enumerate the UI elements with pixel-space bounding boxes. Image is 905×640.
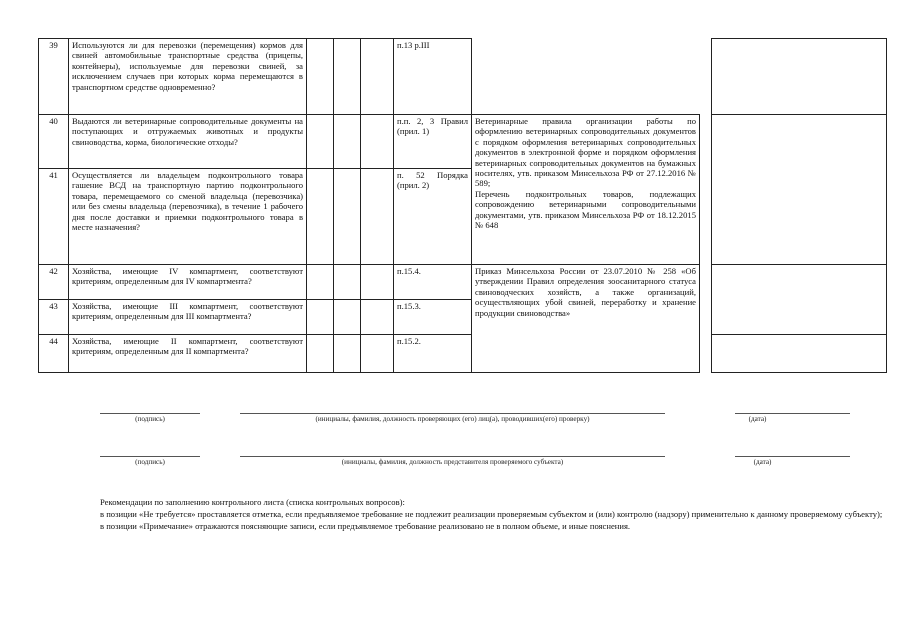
row-number: 39: [39, 39, 69, 115]
row-number: 40: [39, 115, 69, 169]
note-cell[interactable]: [712, 39, 887, 115]
checklist-table: [38, 38, 887, 373]
subject-date-caption: (дата): [753, 458, 772, 466]
note-cell[interactable]: [712, 115, 887, 265]
norm-reference: п.15.2.: [394, 335, 472, 373]
regulation-text: Приказ Минсельхоза России от 23.07.2010 № 258 «Об утверждении Правил определения зоосанитарного статуса свиноводческих хозяйств, а также организаций, осуществляющих убой свиней, переработку и хранение продукции свиноводства»: [472, 265, 700, 373]
table-row: [39, 115, 887, 169]
row-number: 41: [39, 169, 69, 265]
inspector-date-line[interactable]: [735, 413, 850, 414]
norm-reference: п. 52 Порядка (прил. 2): [394, 169, 472, 265]
answer-cell-yes[interactable]: [307, 335, 334, 373]
question-text: Используются ли для перевозки (перемещения) кормов для свиней автомобильные транспортные средства (прицепы, контейнеры), используемые для перевозки свиней, за исключением случаев при которых корма перемещаются в транспортном средстве одновременно?: [69, 39, 307, 115]
inspector-name-caption: (инициалы, фамилия, должность проверяющих (его) лиц(а), проводивших(его) проверку): [315, 415, 590, 423]
regulation-text: [472, 115, 700, 265]
table-row: [39, 265, 887, 300]
row-number: 44: [39, 335, 69, 373]
question-text: Хозяйства, имеющие IV компартмент, соответствуют критериям, определенным для IV компартмента?: [69, 265, 307, 300]
answer-cell-no[interactable]: [334, 335, 361, 373]
norm-reference: п.15.3.: [394, 300, 472, 335]
recommendation-item-not-required: в позиции «Не требуется» проставляется отметка, если предъявляемое требование не подлежит реализации проверяемым субъектом и (или) контролю (надзору) применительно к данному проверяемому субъекту);: [100, 509, 883, 519]
table-row: [39, 39, 887, 115]
recommendations: [100, 496, 885, 532]
inspector-date-caption: (дата): [748, 415, 767, 423]
answer-cell-no[interactable]: [334, 39, 361, 115]
answer-cell-not-required[interactable]: [361, 39, 394, 115]
answer-cell-yes[interactable]: [307, 169, 334, 265]
subject-signature-caption: (подпись): [135, 458, 165, 466]
answer-cell-yes[interactable]: [307, 115, 334, 169]
act-goods-list: Перечень подконтрольных товаров, подлежащих сопровождению ветеринарными сопроводительными документами, утв. приказом Минсельхоза РФ от 18.12.2015 № 648: [475, 188, 696, 231]
answer-cell-no[interactable]: [334, 115, 361, 169]
answer-cell-yes[interactable]: [307, 265, 334, 300]
answer-cell-no[interactable]: [334, 169, 361, 265]
norm-reference: п.15.4.: [394, 265, 472, 300]
answer-cell-not-required[interactable]: [361, 115, 394, 169]
act-vet-docs: Ветеринарные правила организации работы по оформлению ветеринарных сопроводительных документов с порядком оформления ветеринарных сопроводительных документов в электронной форме и порядком оформления ветеринарных сопроводительных документов на бумажных носителях, утв. приказом Минсельхоза РФ от 27.12.2016 № 589;: [475, 116, 696, 189]
question-text: Хозяйства, имеющие II компартмент, соответствуют критериям, определенным для II компартмента?: [69, 335, 307, 373]
empty-act-cell: [472, 39, 700, 115]
answer-cell-no[interactable]: [334, 300, 361, 335]
inspector-name-line[interactable]: [240, 413, 665, 414]
norm-reference: п.п. 2, 3 Правил (прил. 1): [394, 115, 472, 169]
note-cell[interactable]: [712, 265, 887, 335]
answer-cell-yes[interactable]: [307, 300, 334, 335]
row-number: 43: [39, 300, 69, 335]
answer-cell-no[interactable]: [334, 265, 361, 300]
answer-cell-not-required[interactable]: [361, 300, 394, 335]
answer-cell-not-required[interactable]: [361, 335, 394, 373]
subject-signature-line[interactable]: [100, 456, 200, 457]
answer-cell-yes[interactable]: [307, 39, 334, 115]
question-text: Выдаются ли ветеринарные сопроводительные документы на поступающих и отгружаемых животных и продукты свиноводства, корма, биологические отходы?: [69, 115, 307, 169]
inspector-signature-caption: (подпись): [135, 415, 165, 423]
norm-reference: п.13 р.III: [394, 39, 472, 115]
answer-cell-not-required[interactable]: [361, 169, 394, 265]
inspector-signature-line[interactable]: [100, 413, 200, 414]
question-text: Хозяйства, имеющие III компартмент, соответствуют критериям, определенным для III компартмента?: [69, 300, 307, 335]
recommendations-title: Рекомендации по заполнению контрольного листа (списка контрольных вопросов):: [100, 497, 405, 507]
subject-date-line[interactable]: [735, 456, 850, 457]
recommendation-item-note: в позиции «Примечание» отражаются поясняющие записи, если предъявляемое требование реализовано не в полном объеме, и иные пояснения.: [100, 521, 631, 531]
answer-cell-not-required[interactable]: [361, 265, 394, 300]
row-number: 42: [39, 265, 69, 300]
question-text: Осуществляется ли владельцем подконтрольного товара гашение ВСД на транспортную партию подконтрольного товара, перемещаемого со сменой владельца (перевозчика) или без смены владельца (перевозчика), в течение 1 рабочего дня после доставки и приемки подконтрольного товара в месте назначения?: [69, 169, 307, 265]
subject-name-line[interactable]: [240, 456, 665, 457]
note-cell[interactable]: [712, 335, 887, 373]
table-row: [39, 335, 887, 373]
subject-name-caption: (инициалы, фамилия, должность представителя проверяемого субъекта): [341, 458, 564, 466]
